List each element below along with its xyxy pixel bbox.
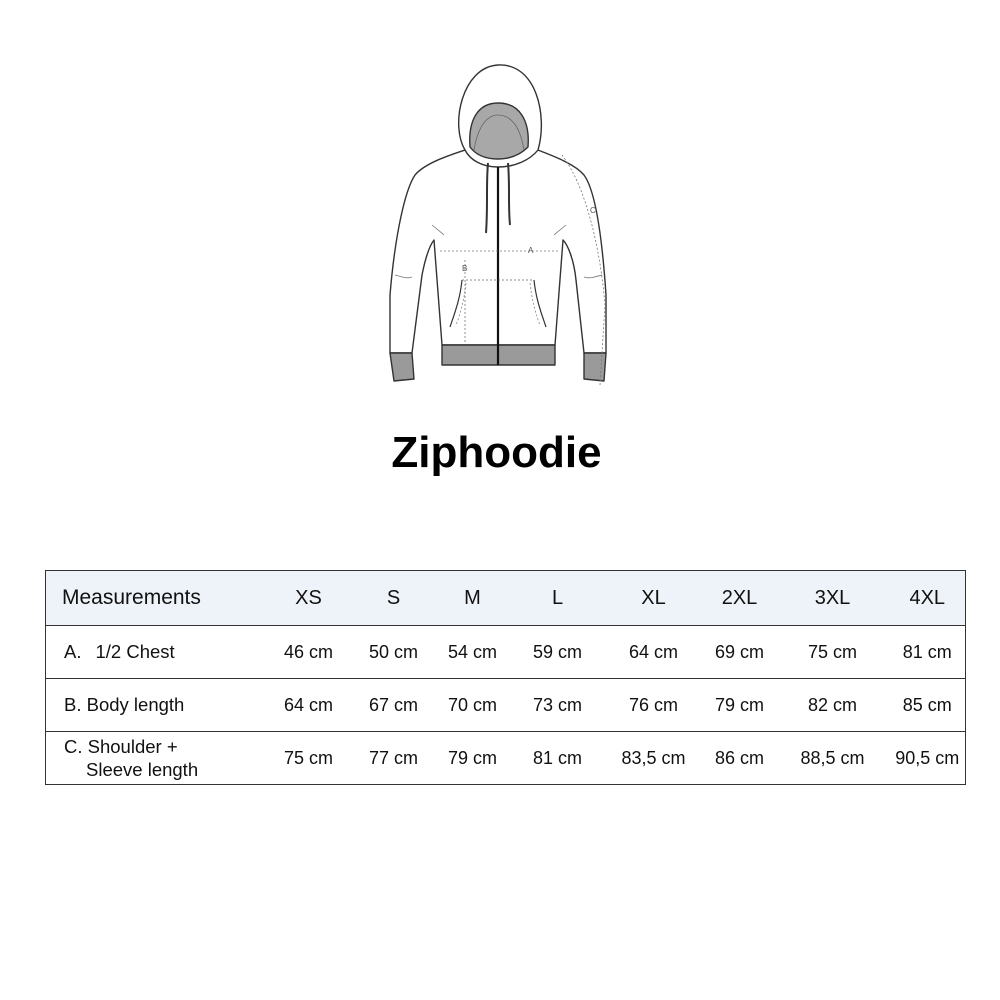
row-label-text: Body length bbox=[86, 694, 185, 715]
measure-label-a: A bbox=[528, 246, 534, 255]
row-label-sleeve-length bbox=[46, 732, 264, 785]
size-header-xl: XL bbox=[604, 571, 704, 626]
table-cell: 70 cm bbox=[434, 679, 512, 732]
table-header-row bbox=[46, 571, 966, 626]
table-cell: 75 cm bbox=[776, 626, 890, 679]
measure-label-c: C bbox=[590, 206, 596, 215]
table-row-body-length bbox=[46, 679, 966, 732]
size-header-s: S bbox=[354, 571, 434, 626]
table-cell: 76 cm bbox=[604, 679, 704, 732]
table-cell: 82 cm bbox=[776, 679, 890, 732]
row-label-text-line1: Shoulder + bbox=[87, 736, 178, 757]
table-cell: 64 cm bbox=[264, 679, 354, 732]
table-cell: 69 cm bbox=[704, 626, 776, 679]
row-prefix: A. bbox=[64, 641, 82, 662]
table-row-sleeve-length bbox=[46, 732, 966, 785]
product-title: Ziphoodie bbox=[391, 428, 602, 477]
table-cell: 81 cm bbox=[512, 732, 604, 785]
table-cell: 75 cm bbox=[264, 732, 354, 785]
table-cell: 88,5 cm bbox=[776, 732, 890, 785]
table-cell: 67 cm bbox=[354, 679, 434, 732]
table-cell: 83,5 cm bbox=[604, 732, 704, 785]
row-label-text: 1/2 Chest bbox=[95, 641, 175, 662]
table-cell: 59 cm bbox=[512, 626, 604, 679]
size-chart-table bbox=[45, 570, 966, 785]
size-header-3xl: 3XL bbox=[776, 571, 890, 626]
table-row-chest bbox=[46, 626, 966, 679]
row-label-body-length bbox=[46, 679, 264, 732]
table-cell: 79 cm bbox=[704, 679, 776, 732]
size-header-m: M bbox=[434, 571, 512, 626]
table-cell: 86 cm bbox=[704, 732, 776, 785]
table-cell: 90,5 cm bbox=[890, 732, 966, 785]
table-cell: 79 cm bbox=[434, 732, 512, 785]
table-cell: 81 cm bbox=[890, 626, 966, 679]
row-label-text-line2: Sleeve length bbox=[86, 759, 199, 780]
measure-label-b: B bbox=[462, 264, 468, 273]
table-cell: 64 cm bbox=[604, 626, 704, 679]
row-prefix: B. bbox=[64, 694, 82, 715]
table-cell: 73 cm bbox=[512, 679, 604, 732]
table-cell: 54 cm bbox=[434, 626, 512, 679]
size-header-2xl: 2XL bbox=[704, 571, 776, 626]
ziphoodie-illustration bbox=[370, 55, 630, 395]
table-cell: 46 cm bbox=[264, 626, 354, 679]
row-prefix: C. bbox=[64, 736, 83, 757]
table-cell: 50 cm bbox=[354, 626, 434, 679]
measurements-header: Measurements bbox=[46, 571, 264, 626]
table-cell: 77 cm bbox=[354, 732, 434, 785]
size-header-xs: XS bbox=[264, 571, 354, 626]
row-label-chest bbox=[46, 626, 264, 679]
table-cell: 85 cm bbox=[890, 679, 966, 732]
size-header-l: L bbox=[512, 571, 604, 626]
size-header-4xl: 4XL bbox=[890, 571, 966, 626]
